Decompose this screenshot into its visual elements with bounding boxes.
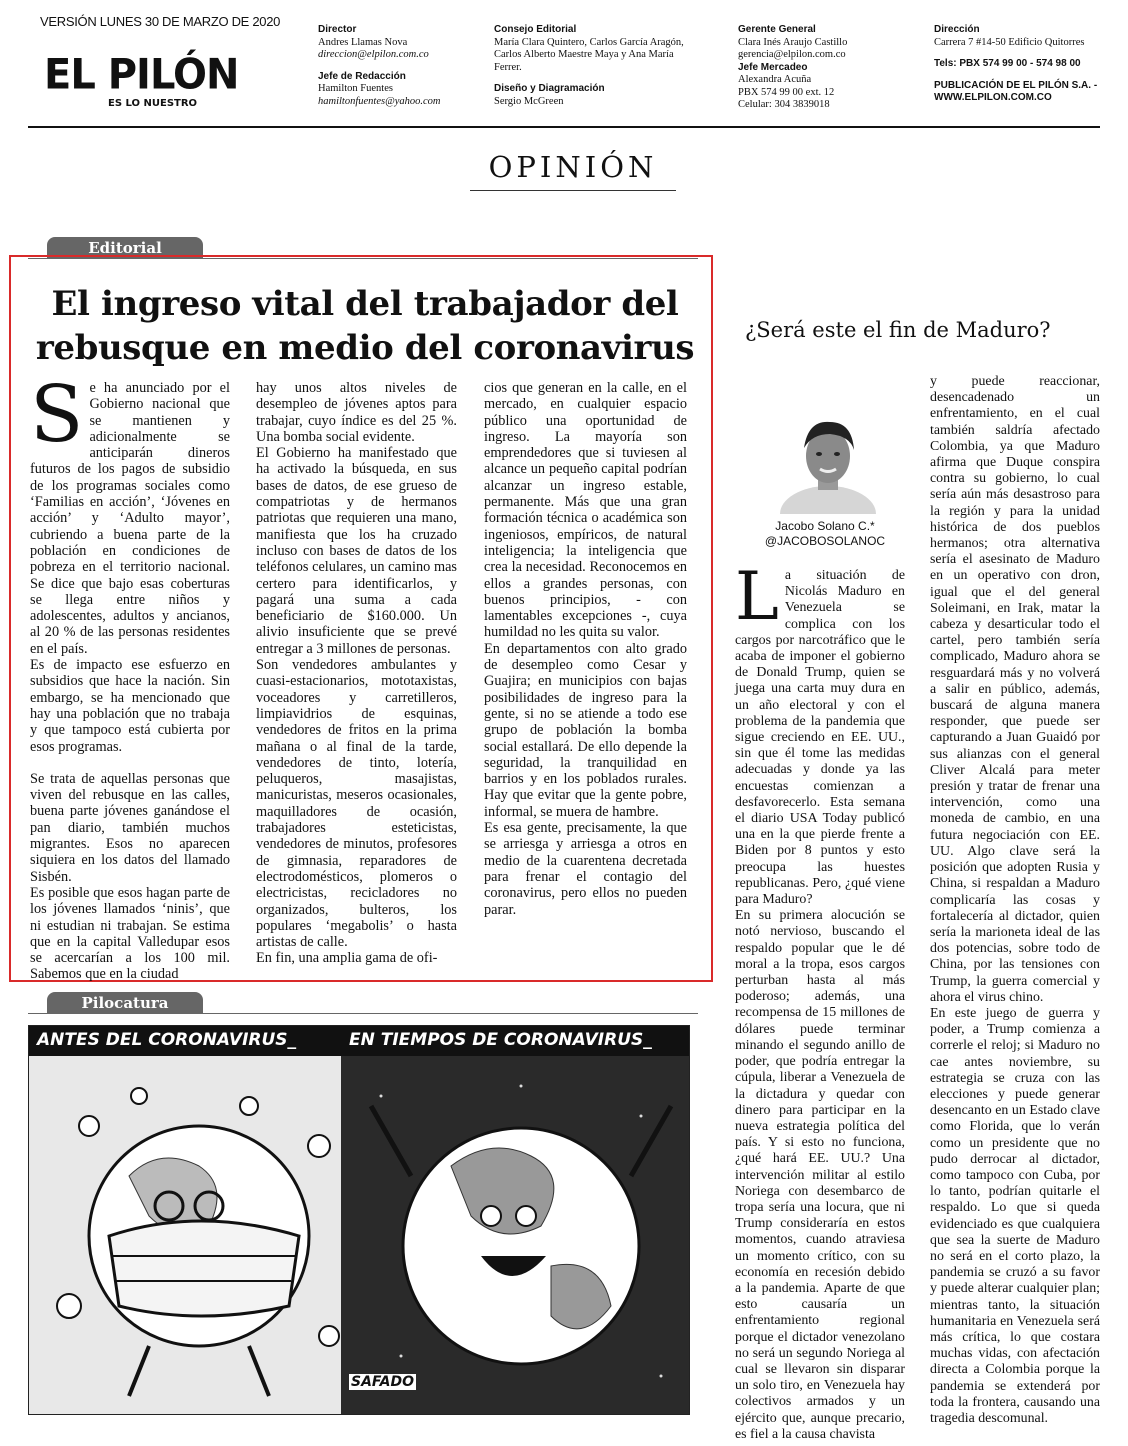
paragraph: Se trata de aquellas personas que viven del rebusque en las calles, buena parte jóvenes ganándose el pan diario, también muchos migrantes. Esos no aparecen siquiera en los datos del llamado Sisbén. xyxy=(30,770,230,885)
direccion-heading: Dirección xyxy=(934,24,980,35)
staff-block-director xyxy=(318,24,441,108)
telephones: Tels: PBX 574 99 00 - 574 98 00 xyxy=(934,58,1081,69)
opinion-headline: ¿Será este el fin de Maduro? xyxy=(745,318,1051,342)
editorial-column-2 xyxy=(256,380,457,967)
paragraph: En departamentos con alto grado de desempleo como Cesar y Guajira; en municipios con bajas posibilidades de ingreso para la gente, si no se atiende a todo ese grupo de población la bomba social estallará. De ello depende la seguridad, la tranquilidad en barrios y en los poblados rurales. Hay que evitar que la gente pobre, informal, se muera de hambre. xyxy=(484,640,687,820)
director-email: direccion@elpilon.com.co xyxy=(318,49,429,60)
paragraph: cios que generan en la calle, en el mercado, en cualquier espacio público una oportunidad de ingreso. La mayoría son emprendedores que si tuviesen al alcance un pequeño capital podrían alcanzar un ingreso estable, permanente. Más que una gran formación técnica o académica son ingeniosos, empíricos, de natural inteligencia; la inteligencia que crea la necesidad. Reconocemos en ellos a grandes personas, con buenos principios, - con lamentables excepciones -, cuya humildad no les quita su valor. xyxy=(484,380,687,641)
mercadeo-heading: Jefe Mercadeo xyxy=(738,61,808,73)
paragraph: En su primera alocución se notó nervioso, buscando el respaldo popular que le dé moral a la tropa, esos cargos perturban hasta al más poderoso; además, una recompensa de 15 millones de dólares puede terminar minando el segundo anillo de poder, que podría entregar la cúpula, liberar a Venezuela de la dictadura y quedar con dinero para participar en la nueva estrategia política del país. Y si esto no funciona, ¿qué hará EE. UU.? Una intervención militar al estilo Noriega con desembarco de tropa sería una locura, que ni Trump consideraría en estos momentos, cuando atraviesa un momento crítico, con su economía en recesión debido a la pandemia. Aparte de que esto causaría un enfrentamiento regional porque el dictador venezolano no será un segundo Noriega al cual se llevaron sin disparar un solo tiro, en Venezuela hay colectivos armados y un ejército que, aunque precario, es fiel a la causa chavista xyxy=(735,908,905,1442)
mercadeo-pbx: PBX 574 99 00 ext. 12 xyxy=(738,86,835,98)
jefe-email: hamiltonfuentes@yahoo.com xyxy=(318,95,441,107)
paragraph: e ha anunciado por el Gobierno nacional que se mantienen y adicionalmente se anticiparán dineros futuros de los pagos de subsidio de los programas sociales como ‘Familias en acción’, ‘Jóvenes en acción’ y ‘Adulto mayor’, cubriendo a buena parte de la población en condiciones de pobreza en el territorio nacional. Se dice que bajo esas coberturas se llega entre niños y adolescentes, adultos y ancianos, al 20 % de las personas residentes en el país. xyxy=(30,380,230,657)
drop-cap: S xyxy=(30,370,84,460)
cartoon-panel-before xyxy=(29,1026,360,1414)
cartoonist-signature: SAFADO xyxy=(351,1374,415,1390)
pilocatura-tab-rule xyxy=(28,1013,698,1014)
jefe-heading: Jefe de Redacción xyxy=(318,70,406,82)
editorial-tab: Editorial xyxy=(47,237,203,258)
masthead-rule xyxy=(28,126,1100,128)
author-name: Jacobo Solano C.* xyxy=(775,519,875,533)
editorial-cartoon xyxy=(28,1025,690,1415)
gerente-email: gerencia@elpilon.com.co xyxy=(738,49,846,60)
director-name: Andres Llamas Nova xyxy=(318,36,408,48)
paragraph: En este juego de guerra y poder, a Trump comienza a correrle el reloj; si Maduro no cae antes noviembre, su estrategia se cruza con las elecciones y puede generar desencanto en un Estado clave como Florida, que lo verán como un presidente que no pudo derrocar al dictador, como tampoco con Cuba, por lo tanto, podrían quitarle el respaldo. Lo que si queda evidenciado es que cualquiera que sea la suerte de Maduro no será en el corto plazo, la pandemia se cruzó a su favor y puede alterar cualquier plan; mientras tanto, la situación humanitaria en Venezuela será más crítica, lo que costara muchas vidas, con afectación directa a Colombia porque la pandemia se extenderá por toda la frontera, causando una tragedia descomunal. xyxy=(930,1005,1100,1426)
sick-globe-drawing xyxy=(29,1056,357,1414)
paragraph: El Gobierno ha manifestado que ha activado la búsqueda, en sus bases de datos, de ese grueso de compatriotas y de hermanos patriotas que requieren una mano, manifiesta que los ha cruzado incluso con bases de datos de los teléfonos celulares, un camino mas certero para identificarlos, y pagará una suma a cada beneficiario de $160.000. Un alivio insuficiente que se prevé entregar a 3 millones de personas. xyxy=(256,445,457,657)
staff-block-consejo xyxy=(494,24,684,108)
paragraph: y puede reaccionar, desencadenado un enfrentamiento, en el cual también saldría afectado Colombia, ya que Maduro afirma que Duque conspira contra su gobierno, lo cual sería aún más desastroso para la región y para la unidad histórica de dos pueblos hermanos; otra alternativa sería el asesinato de Maduro en un operativo con dron, igual que el del general Soleimani, en Irak, matar la cabeza y desarticular todo el cartel, pero también sería complicado, Maduro ahora se resguardará más y no volverá a salir en público, además, buscará de alguna manera responder, que puede ser capturando a Juan Guaidó por sus alianzas con el general Cliver Alcalá para meter presión y tratar de frenar una intervención, como una moneda de cambio, en una futura negociación con EE. UU. Algo clave será la posición que adopten Rusia y China, si respaldan a Maduro complicaría las cosas y fortalecería al dictador, quien sería la marioneta ideal de las dos potencias, sobre todo de China, por las tensiones con Trump, la guerra comercial y ahora el virus chino. xyxy=(930,374,1100,1005)
consejo-line: Carlos Alberto Maestre Maya y Ana María xyxy=(494,49,674,60)
drop-cap: L xyxy=(735,558,779,635)
mercadeo-cel: Celular: 304 3839018 xyxy=(738,99,830,110)
consejo-line: María Clara Quintero, Carlos García Aragón, xyxy=(494,36,684,48)
diseno-name: Sergio McGreen xyxy=(494,95,564,107)
paragraph: En fin, una amplia gama de ofi- xyxy=(256,950,438,967)
paragraph: Es posible que esos hagan parte de los jóvenes llamados ‘ninis’, que ni estudian ni trabajan. Se estima que en la capital Valledupar esos se acercarían a los 100 mil. Sabemos que en la ciudad xyxy=(30,884,230,983)
jefe-name: Hamilton Fuentes xyxy=(318,83,393,94)
opinion-column-1 xyxy=(735,558,905,1443)
cartoon-panel-during xyxy=(341,1026,689,1414)
editorial-column-3 xyxy=(484,380,687,918)
direccion-address: Carrera 7 #14-50 Edificio Quitorres xyxy=(934,36,1085,48)
mercadeo-name: Alexandra Acuña xyxy=(738,74,812,85)
paragraph: hay unos altos niveles de desempleo de jóvenes aptos para trabajar, cuyo índice es del 25 %. Una bomba social evidente. xyxy=(256,380,457,445)
staff-block-direccion xyxy=(934,24,1097,105)
section-title: OPINIÓN xyxy=(488,150,658,184)
paragraph: Es esa gente, precisamente, la que se arriesga y arriesga a otros en medio de la cuarentena decretada para frenar el contagio del coronavirus, pero ellos no pueden parar. xyxy=(484,820,687,918)
publication-line: PUBLICACIÓN DE EL PILÓN S.A. - xyxy=(934,79,1098,91)
staff-block-gerente xyxy=(738,24,847,112)
author-byline xyxy=(745,519,905,549)
gerente-name: Clara Inés Araujo Castillo xyxy=(738,36,848,48)
newspaper-logo: EL PILÓN xyxy=(44,50,239,100)
headline-line-1: El ingreso vital del trabajador del xyxy=(51,284,679,324)
website: WWW.ELPILON.COM.CO xyxy=(934,92,1052,103)
paragraph: Es de impacto ese esfuerzo en subsidios que hace la nación. Sin embargo, se ha mencionado que hay una población que no trabaja y que tampoco está cubierta por esos programas. xyxy=(30,657,230,755)
newspaper-slogan: ES LO NUESTRO xyxy=(108,98,198,109)
gerente-heading: Gerente General xyxy=(738,24,816,35)
author-photo xyxy=(778,406,878,514)
director-heading: Director xyxy=(318,24,357,35)
panel-caption: ANTES DEL CORONAVIRUS_ xyxy=(29,1026,357,1056)
opinion-column-2 xyxy=(930,374,1100,1427)
diseno-heading: Diseño y Diagramación xyxy=(494,83,605,94)
headline-line-2: rebusque en medio del coronavirus xyxy=(35,328,695,368)
author-handle: @JACOBOSOLANOC xyxy=(764,534,886,548)
section-rule xyxy=(470,190,676,191)
paragraph: a situación de Nicolás Maduro en Venezuela se complica con los cargos por narcotráfico que le acaba de imponer el gobierno de Donald Trump, quien se juega una carta muy dura en un año electoral y con el problema de la pandemia que sigue creciendo en EE. UU., sin que él tome las medidas adecuadas y donde ya las encuestas comienzan a desfavorecerlo. Esta semana el diario USA Today publicó una en la que pierde frente a Biden por 8 puntos y esto preocupa las huestes republicanas. Pero, ¿qué viene para Maduro? xyxy=(735,568,905,908)
editorial-headline xyxy=(20,282,710,370)
consejo-line: Ferrer. xyxy=(494,61,522,73)
paragraph: Son vendedores ambulantes y cuasi-estacionarios, mototaxistas, voceadores y carretilleros, limpiavidrios de esquinas, vendedores de fritos en la prima mañana o al final de la tarde, vendedores de tinto, lotería, peluqueros, masajistas, manicuristas, meseros ocasionales, maquilladores de ocasión, trabajadores esteticistas, vendedores de minutos, profesores de gimnasia, reparadores de electrodomésticos, plomeros o electricistas, recicladores no organizados, bulteros, los populares ‘megabolis’ o hasta artistas de calle. xyxy=(256,657,457,951)
edition-date: VERSIÓN LUNES 30 DE MARZO DE 2020 xyxy=(40,14,281,29)
pilocatura-tab: Pilocatura xyxy=(47,992,203,1013)
consejo-heading: Consejo Editorial xyxy=(494,24,577,35)
panel-caption: EN TIEMPOS DE CORONAVIRUS_ xyxy=(341,1026,689,1056)
happy-globe-drawing xyxy=(341,1056,689,1414)
editorial-column-1 xyxy=(30,370,230,983)
